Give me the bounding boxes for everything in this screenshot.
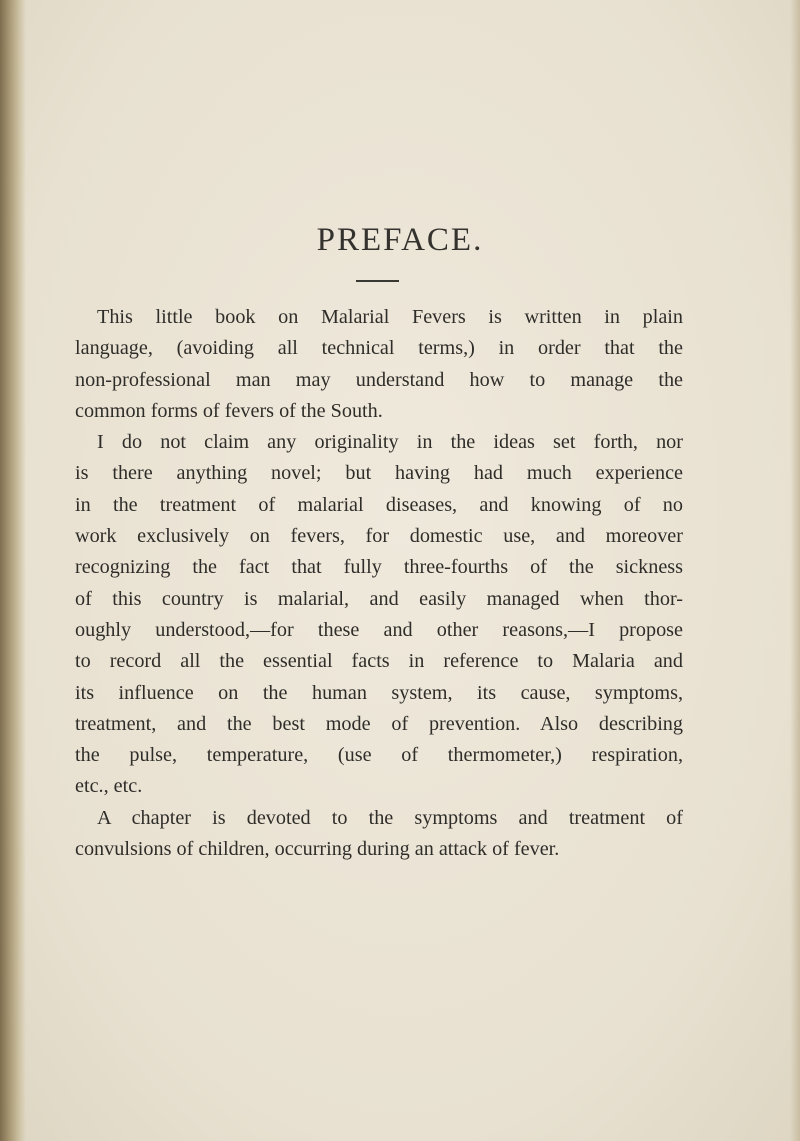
paragraph-3: [75, 803, 683, 866]
text-line: A chapter is devoted to the symptoms and treatment of: [97, 806, 683, 829]
text-line: in the treatment of malarial diseases, and knowing of no: [75, 493, 683, 516]
text-line: its influence on the human system, its cause, symptoms,: [75, 681, 683, 704]
text-line: work exclusively on fevers, for domestic use, and moreover: [75, 525, 683, 548]
text-line: This little book on Malarial Fevers is written in plain: [97, 306, 683, 328]
text-line: I do not claim any originality in the ideas set forth, nor: [97, 431, 683, 454]
title-rule: [356, 280, 399, 282]
text-line: treatment, and the best mode of prevention. Also describing: [75, 712, 683, 735]
text-line: etc., etc.: [75, 775, 143, 798]
preface-body: [75, 302, 683, 865]
text-line: oughly understood,—for these and other reasons,—I propose: [75, 618, 683, 641]
text-line: common forms of fevers of the South.: [75, 399, 383, 422]
page-title: PREFACE.: [316, 222, 484, 258]
text-line: of this country is malarial, and easily managed when thor-: [75, 587, 683, 610]
paragraph-1: [75, 302, 683, 427]
text-line: convulsions of children, occurring during an attack of fever.: [75, 838, 560, 861]
paragraph-2: [75, 427, 683, 803]
text-line: non-professional man may understand how to manage the: [75, 368, 683, 391]
text-line: language, (avoiding all technical terms,) in order that the: [75, 337, 683, 360]
text-line: to record all the essential facts in reference to Malaria and: [75, 650, 683, 673]
text-line: recognizing the fact that fully three-fourths of the sickness: [75, 556, 683, 579]
text-line: is there anything novel; but having had much experience: [75, 462, 683, 485]
text-line: the pulse, temperature, (use of thermometer,) respiration,: [75, 744, 683, 767]
page-edge: [790, 0, 800, 1141]
binding-shadow: [0, 0, 26, 1141]
